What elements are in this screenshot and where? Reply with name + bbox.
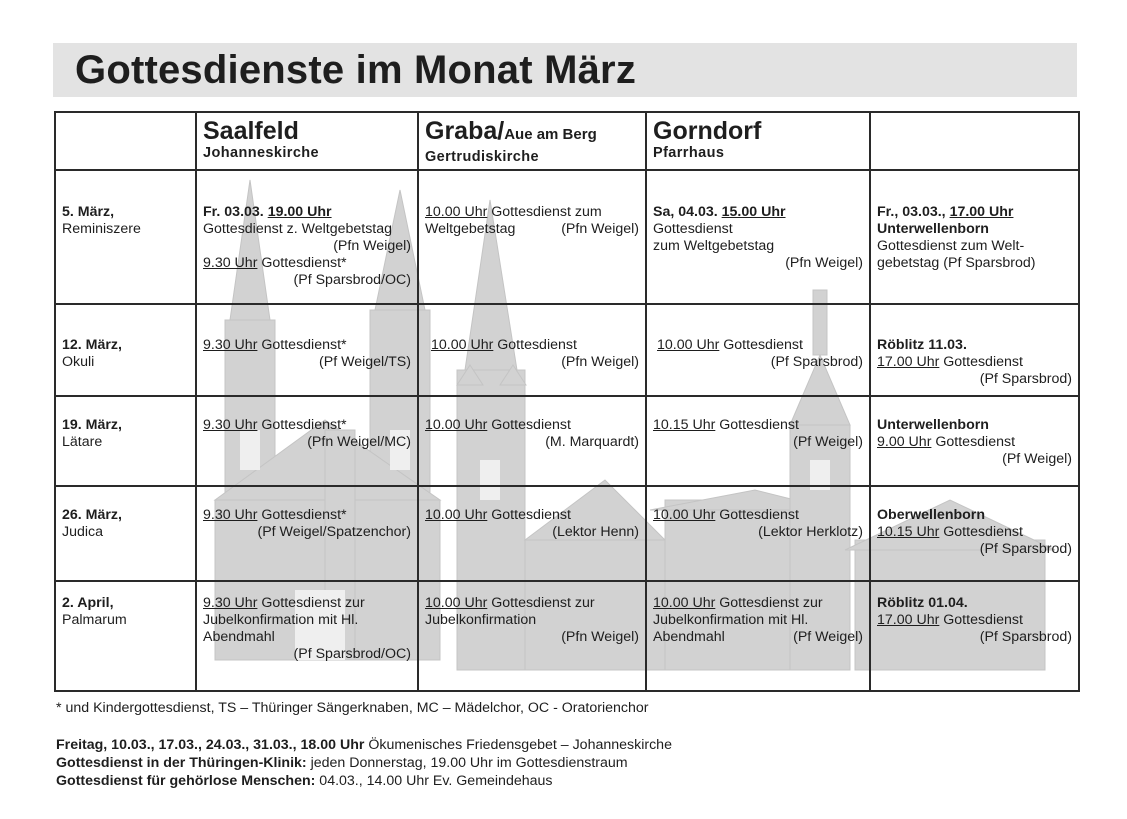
officiant: (Pf Sparsbrod/OC) xyxy=(293,272,411,288)
saalfeld-cell xyxy=(196,170,418,304)
officiant: (Pf Sparsbrod) xyxy=(979,629,1072,645)
service-text: Gottesdienst* xyxy=(257,255,347,271)
service-time: 10.00 Uhr xyxy=(653,507,716,523)
service-time: 17.00 Uhr xyxy=(877,612,940,628)
graba-cell xyxy=(418,486,646,581)
header-saalfeld xyxy=(196,112,418,170)
service-time: 19.00 Uhr xyxy=(267,204,332,220)
gorndorf-cell xyxy=(646,304,870,396)
service-time: 17.00 Uhr xyxy=(877,354,940,370)
header-graba xyxy=(418,112,646,170)
date: 19. März, xyxy=(62,417,122,433)
service-text: Gottesdienst xyxy=(715,507,799,523)
date: 2. April, xyxy=(62,595,114,611)
footnote: * und Kindergottesdienst, TS – Thüringer Sängerknaben, MC – Mädelchor, OC - Oratorienchor xyxy=(56,700,649,716)
table-header-row xyxy=(55,112,1079,170)
service-time: 17.00 Uhr xyxy=(949,204,1014,220)
location-suffix: Aue am Berg xyxy=(504,126,597,143)
officiant: (Pfn Weigel/MC) xyxy=(307,434,411,450)
date: 12. März, xyxy=(62,337,122,353)
service-text: Jubelkonfirmation mit Hl. xyxy=(653,612,809,628)
footer-line xyxy=(56,754,628,772)
sunday-name: Lätare xyxy=(62,434,103,450)
table-row xyxy=(55,486,1079,581)
service-text: Gottesdienst xyxy=(487,417,571,433)
service-time: 9.30 Uhr xyxy=(203,337,258,353)
service-text: Gottesdienst xyxy=(487,507,571,523)
day-cell xyxy=(55,486,196,581)
service-time: 10.00 Uhr xyxy=(425,507,488,523)
gorndorf-cell xyxy=(646,581,870,691)
officiant: (Pf Sparsbrod) xyxy=(770,354,863,370)
day-cell xyxy=(55,170,196,304)
day-cell xyxy=(55,581,196,691)
service-time: 10.15 Uhr xyxy=(877,524,940,540)
church-name: Gertrudiskirche xyxy=(425,149,539,165)
sunday-name: Palmarum xyxy=(62,612,127,628)
gorndorf-cell xyxy=(646,486,870,581)
officiant: (M. Marquardt) xyxy=(545,434,639,450)
officiant: (Pfn Weigel) xyxy=(785,255,863,271)
other-cell xyxy=(870,581,1079,691)
service-text: Gottesdienst xyxy=(715,417,799,433)
footer-heading: Gottesdienst für gehörlose Menschen: xyxy=(56,773,316,789)
date: 26. März, xyxy=(62,507,122,523)
officiant: (Pfn Weigel) xyxy=(561,629,639,645)
service-time: 9.30 Uhr xyxy=(203,595,258,611)
footer-text: Ökumenisches Friedensgebet – Johanneskirche xyxy=(364,737,672,753)
page-title: Gottesdienste im Monat März xyxy=(75,48,637,92)
service-time: 9.30 Uhr xyxy=(203,507,258,523)
service-time: 10.00 Uhr xyxy=(431,337,494,353)
saalfeld-cell xyxy=(196,486,418,581)
table-row xyxy=(55,304,1079,396)
officiant: (Pf Weigel) xyxy=(793,434,863,450)
service-text: zum Weltgebetstag xyxy=(653,238,775,254)
service-place: Röblitz 01.04. xyxy=(877,595,968,611)
service-time: 10.15 Uhr xyxy=(653,417,716,433)
table-row xyxy=(55,581,1079,691)
footer-line xyxy=(56,772,553,790)
saalfeld-cell xyxy=(196,396,418,486)
service-text: Gottesdienst zur xyxy=(257,595,365,611)
officiant: (Pf Sparsbrod) xyxy=(979,371,1072,387)
officiant: (Pfn Weigel) xyxy=(333,238,411,254)
service-text: Jubelkonfirmation mit Hl. xyxy=(203,612,359,628)
service-text: Gottesdienst zum xyxy=(487,204,602,220)
church-name: Johanneskirche xyxy=(203,145,320,161)
other-cell xyxy=(870,486,1079,581)
service-text: Gottesdienst* xyxy=(257,507,347,523)
service-text: Abendmahl xyxy=(653,629,725,645)
service-schedule-table xyxy=(54,111,1080,692)
table-row xyxy=(55,170,1079,304)
graba-cell xyxy=(418,581,646,691)
officiant: (Pf Weigel) xyxy=(1002,451,1072,467)
graba-cell xyxy=(418,170,646,304)
title-banner xyxy=(53,43,1077,97)
service-text: Gottesdienst z. Weltgebetstag xyxy=(203,221,393,237)
service-time: 9.00 Uhr xyxy=(877,434,932,450)
day-cell xyxy=(55,304,196,396)
officiant: (Lektor Herklotz) xyxy=(758,524,863,540)
officiant: (Pfn Weigel) xyxy=(561,354,639,370)
service-time: 10.00 Uhr xyxy=(425,595,488,611)
table-row xyxy=(55,396,1079,486)
officiant: (Pf Weigel/TS) xyxy=(319,354,411,370)
gorndorf-cell xyxy=(646,170,870,304)
service-text: Gottesdienst* xyxy=(257,337,347,353)
service-text: Jubelkonfirmation xyxy=(425,612,537,628)
service-text: Weltgebetstag xyxy=(425,221,516,237)
officiant: (Pf Weigel/Spatzenchor) xyxy=(257,524,411,540)
service-time: 10.00 Uhr xyxy=(653,595,716,611)
service-place: Unterwellenborn xyxy=(877,221,989,237)
location-name: Gorndorf xyxy=(653,117,762,145)
service-text: Abendmahl xyxy=(203,629,275,645)
service-time: 9.30 Uhr xyxy=(203,417,258,433)
gorndorf-cell xyxy=(646,396,870,486)
officiant: (Lektor Henn) xyxy=(552,524,639,540)
service-text: Gottesdienst xyxy=(493,337,577,353)
service-text: Gottesdienst xyxy=(939,524,1023,540)
service-day: Fr. 03.03. xyxy=(203,204,268,220)
officiant: (Pfn Weigel) xyxy=(561,221,639,237)
service-text: Gottesdienst xyxy=(939,612,1023,628)
officiant: (Pf Sparsbrod) xyxy=(979,541,1072,557)
service-day: Fr., 03.03., xyxy=(877,204,950,220)
service-time: 10.00 Uhr xyxy=(657,337,720,353)
graba-cell xyxy=(418,304,646,396)
service-time: 10.00 Uhr xyxy=(425,417,488,433)
service-place: Röblitz 11.03. xyxy=(877,337,967,353)
footer-heading: Freitag, 10.03., 17.03., 24.03., 31.03., 18.00 Uhr xyxy=(56,737,365,753)
footer-line xyxy=(56,736,672,754)
footer-heading: Gottesdienst in der Thüringen-Klinik: xyxy=(56,755,307,771)
saalfeld-cell xyxy=(196,581,418,691)
header-gorndorf xyxy=(646,112,870,170)
saalfeld-cell xyxy=(196,304,418,396)
service-text: Gottesdienst xyxy=(939,354,1023,370)
service-text: Gottesdienst xyxy=(653,221,733,237)
service-text: Gottesdienst zum Welt- xyxy=(877,238,1025,254)
service-text: Gottesdienst* xyxy=(257,417,347,433)
service-time: 9.30 Uhr xyxy=(203,255,258,271)
other-cell xyxy=(870,396,1079,486)
sunday-name: Okuli xyxy=(62,354,95,370)
date: 5. März, xyxy=(62,204,115,220)
sunday-name: Judica xyxy=(62,524,104,540)
service-day: Sa, 04.03. xyxy=(653,204,722,220)
service-place: Unterwellenborn xyxy=(877,417,989,433)
officiant: (Pf Sparsbrod/OC) xyxy=(293,646,411,662)
other-cell xyxy=(870,304,1079,396)
service-place: Oberwellenborn xyxy=(877,507,985,523)
officiant: (Pf Weigel) xyxy=(793,629,863,645)
service-text: Gottesdienst zur xyxy=(715,595,823,611)
location-name: Saalfeld xyxy=(203,117,299,145)
location-name: Graba/ xyxy=(425,117,505,145)
other-cell xyxy=(870,170,1079,304)
footer-text: jeden Donnerstag, 19.00 Uhr im Gottesdienstraum xyxy=(306,755,628,771)
sunday-name: Reminiszere xyxy=(62,221,141,237)
header-other xyxy=(870,112,1079,170)
service-text: Gottesdienst zur xyxy=(487,595,595,611)
service-text: gebetstag (Pf Sparsbrod) xyxy=(877,255,1036,271)
header-empty-cell xyxy=(55,112,196,170)
church-name: Pfarrhaus xyxy=(653,145,725,161)
graba-cell xyxy=(418,396,646,486)
service-time: 15.00 Uhr xyxy=(721,204,786,220)
service-text: Gottesdienst xyxy=(719,337,803,353)
service-time: 10.00 Uhr xyxy=(425,204,488,220)
service-text: Gottesdienst xyxy=(931,434,1016,450)
day-cell xyxy=(55,396,196,486)
footer-text: 04.03., 14.00 Uhr Ev. Gemeindehaus xyxy=(315,773,553,789)
